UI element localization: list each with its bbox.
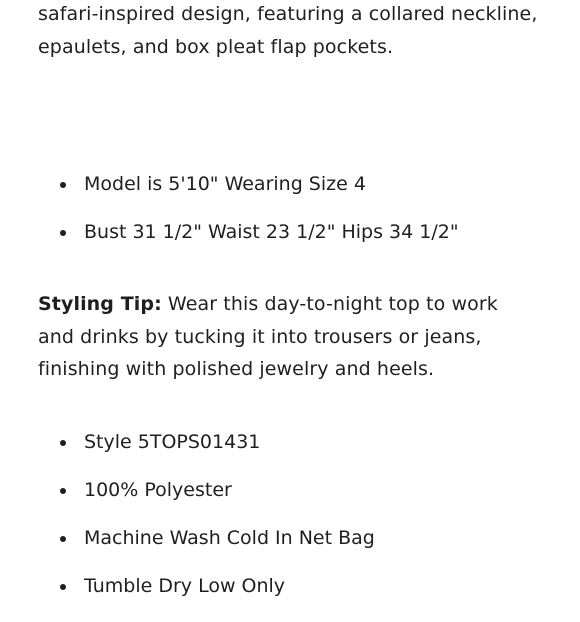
bullet-icon	[60, 584, 66, 590]
list-item	[0, 574, 580, 622]
specs-list	[0, 430, 580, 622]
list-item-text: Bust 31 1/2" Waist 23 1/2" Hips 34 1/2"	[84, 221, 459, 243]
list-item	[0, 478, 580, 526]
intro-line: epaulets, and box pleat flap pockets.	[38, 35, 394, 58]
list-item-text: Model is 5'10" Wearing Size 4	[84, 173, 366, 195]
styling-tip-paragraph	[38, 288, 538, 386]
bullet-icon	[60, 182, 66, 188]
bullet-icon	[60, 536, 66, 542]
intro-line: safari-inspired design, featuring a collared neckline,	[38, 3, 538, 25]
bullet-icon	[60, 440, 66, 446]
list-item	[0, 430, 580, 478]
list-item-text: 100% Polyester	[84, 479, 232, 501]
list-item-text: Machine Wash Cold In Net Bag	[84, 527, 375, 549]
bullet-icon	[60, 488, 66, 494]
styling-tip-text: Wear this day-to-night top to work and drinks by tucking it into trousers or jeans, finishing with polished jewelry and heels.	[38, 293, 498, 380]
model-info-list	[0, 172, 580, 268]
list-item	[0, 220, 580, 268]
intro-paragraph	[38, 0, 538, 63]
list-item	[0, 172, 580, 220]
list-item-text: Tumble Dry Low Only	[84, 575, 286, 597]
list-item-text: Style 5TOPS01431	[84, 431, 261, 453]
list-item	[0, 526, 580, 574]
bullet-icon	[60, 230, 66, 236]
styling-tip-label: Styling Tip:	[38, 293, 162, 315]
